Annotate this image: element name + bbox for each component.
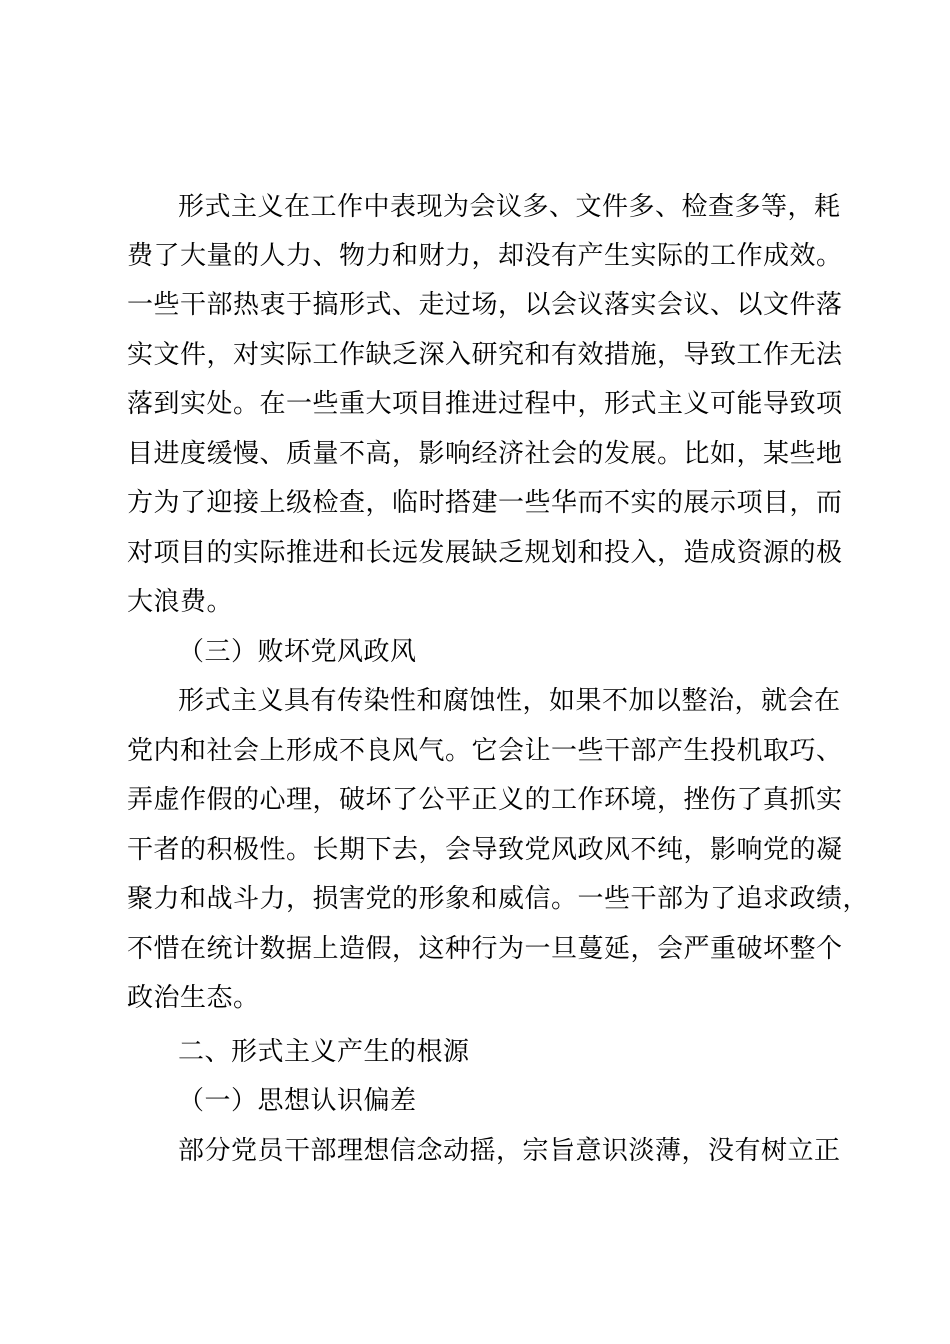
paragraph-2-line-6: 不惜在统计数据上造假，这种行为一旦蔓延，会严重破坏整个 — [127, 934, 843, 964]
paragraph-1-line-7: 方为了迎接上级检查，临时搭建一些华而不实的展示项目，而 — [127, 488, 843, 518]
paragraph-1-line-3: 一些干部热衷于搞形式、走过场，以会议落实会议、以文件落 — [127, 290, 843, 320]
paragraph-2-line-4: 干者的积极性。长期下去，会导致党风政风不纯，影响党的凝 — [127, 835, 843, 865]
paragraph-2-line-7: 政治生态。 — [127, 983, 260, 1013]
paragraph-1-line-5: 落到实处。在一些重大项目推进过程中，形式主义可能导致项 — [127, 389, 843, 419]
paragraph-1-line-4: 实文件，对实际工作缺乏深入研究和有效措施，导致工作无法 — [127, 340, 843, 370]
paragraph-3-line-1: 部分党员干部理想信念动摇，宗旨意识淡薄，没有树立正 — [178, 1136, 841, 1166]
paragraph-1-line-2: 费了大量的人力、物力和财力，却没有产生实际的工作成效。 — [127, 241, 843, 271]
subheading-one: （一）思想认识偏差 — [178, 1086, 417, 1116]
paragraph-1-line-1: 形式主义在工作中表现为会议多、文件多、检查多等，耗 — [178, 192, 841, 222]
paragraph-2-line-1: 形式主义具有传染性和腐蚀性，如果不加以整治，就会在 — [178, 686, 841, 716]
paragraph-2-line-2: 党内和社会上形成不良风气。它会让一些干部产生投机取巧、 — [127, 736, 843, 766]
paragraph-2-line-5: 聚力和战斗力，损害党的形象和威信。一些干部为了追求政绩， — [127, 884, 870, 914]
paragraph-1-line-8: 对项目的实际推进和长远发展缺乏规划和投入，造成资源的极 — [127, 538, 843, 568]
subheading-three: （三）败坏党风政风 — [178, 637, 417, 667]
section-2-title: 二、形式主义产生的根源 — [178, 1037, 470, 1067]
paragraph-1-line-6: 目进度缓慢、质量不高，影响经济社会的发展。比如，某些地 — [127, 439, 843, 469]
paragraph-1-line-9: 大浪费。 — [127, 587, 234, 617]
paragraph-2-line-3: 弄虚作假的心理，破坏了公平正义的工作环境，挫伤了真抓实 — [127, 785, 843, 815]
